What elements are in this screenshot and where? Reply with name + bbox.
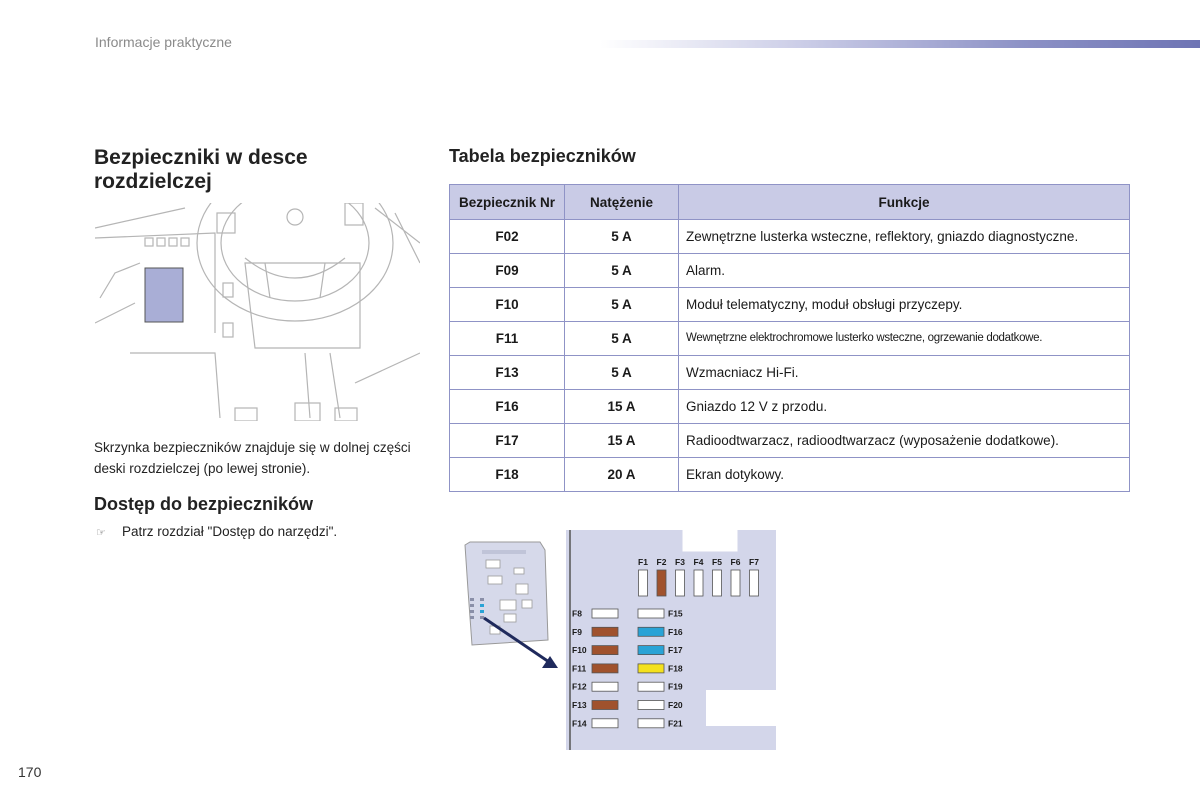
fuse-function: Wzmacniacz Hi-Fi. [679, 356, 1130, 390]
table-title: Tabela bezpieczników [449, 146, 636, 166]
fuse-slot [731, 570, 740, 596]
table-row [450, 322, 1130, 356]
fuse-number: F18 [450, 458, 565, 492]
fuse-amperage: 15 A [565, 390, 679, 424]
fuse-slot [592, 646, 618, 655]
table-row [450, 288, 1130, 322]
fuse-function: Radioodtwarzacz, radioodtwarzacz (wyposażenie dodatkowe). [679, 424, 1130, 458]
fuse-label: F11 [572, 663, 587, 674]
fuse-label: F3 [675, 557, 685, 567]
fuse-slot [592, 664, 618, 673]
fuse-label: F6 [730, 557, 741, 567]
header-band [600, 40, 1200, 48]
fuse-slot [638, 646, 664, 655]
fuse-slot [638, 627, 664, 636]
fuse-slot [639, 570, 648, 596]
fuse-function: Gniazdo 12 V z przodu. [679, 390, 1130, 424]
fuse-label: F17 [668, 645, 683, 656]
dashboard-illustration [95, 203, 420, 421]
fuse-slot [592, 627, 618, 636]
fuse-number: F09 [450, 254, 565, 288]
fuse-slot [638, 682, 664, 691]
fuse-amperage: 5 A [565, 356, 679, 390]
fuse-amperage: 5 A [565, 254, 679, 288]
fuse-label: F14 [572, 718, 587, 729]
table-row [450, 458, 1130, 492]
fuse-slot [750, 570, 759, 596]
header-fuse-number: Bezpiecznik Nr [450, 185, 565, 220]
table-row [450, 254, 1130, 288]
fuse-label: F15 [668, 608, 683, 619]
fuse-number: F11 [450, 322, 565, 356]
fuse-slot [592, 682, 618, 691]
fuse-function: Alarm. [679, 254, 1130, 288]
fuse-label: F10 [572, 645, 587, 656]
fuse-label: F7 [749, 557, 759, 567]
fuse-amperage: 5 A [565, 220, 679, 254]
fuse-slot [592, 719, 618, 728]
fuse-slot [638, 609, 664, 618]
access-heading: Dostęp do bezpieczników [94, 494, 314, 514]
fuse-number: F10 [450, 288, 565, 322]
fusebox-diagram [460, 530, 776, 750]
table-row [450, 390, 1130, 424]
fuse-label: F9 [572, 626, 582, 637]
fuse-label: F18 [668, 663, 683, 674]
fuse-number: F13 [450, 356, 565, 390]
fuse-label: F5 [712, 557, 722, 567]
fuse-slot [676, 570, 685, 596]
fuse-label: F1 [638, 557, 648, 567]
fuse-label: F21 [668, 718, 683, 729]
fuse-label: F12 [572, 681, 587, 692]
fuse-function: Wewnętrzne elektrochromowe lusterko wsteczne, ogrzewanie dodatkowe. [679, 322, 1130, 356]
fuse-label: F4 [693, 557, 704, 567]
fuse-slot [592, 609, 618, 618]
fuse-table-header [450, 185, 1130, 220]
fuse-slot [592, 701, 618, 710]
fuse-slot [713, 570, 722, 596]
fuse-label: F16 [668, 626, 683, 637]
fuse-label: F8 [572, 608, 582, 619]
fuse-label: F19 [668, 681, 683, 692]
fuse-amperage: 20 A [565, 458, 679, 492]
fuse-slot [638, 719, 664, 728]
fuse-number: F17 [450, 424, 565, 458]
fuse-amperage: 15 A [565, 424, 679, 458]
fuse-number: F16 [450, 390, 565, 424]
table-row [450, 424, 1130, 458]
fuse-slot [638, 701, 664, 710]
fuse-function: Ekran dotykowy. [679, 458, 1130, 492]
table-row [450, 220, 1130, 254]
fuse-number: F02 [450, 220, 565, 254]
fusebox-overview [465, 542, 558, 668]
fuse-slot [694, 570, 703, 596]
fuse-function: Moduł telematyczny, moduł obsługi przyczepy. [679, 288, 1130, 322]
access-reference [96, 524, 337, 539]
fuse-table [449, 184, 1130, 492]
header-amperage: Natężenie [565, 185, 679, 220]
header-functions: Funkcje [679, 185, 1130, 220]
table-row [450, 356, 1130, 390]
fuse-label: F20 [668, 700, 683, 710]
fuse-slot [657, 570, 666, 596]
fuse-amperage: 5 A [565, 322, 679, 356]
fusebox-panel [566, 530, 776, 750]
page-number: 170 [18, 764, 42, 780]
pointing-hand-icon: ☞ [96, 527, 106, 539]
page-title: Bezpieczniki w desce rozdzielczej [94, 146, 308, 193]
fuse-label: F2 [656, 557, 667, 567]
section-label: Informacje praktyczne [95, 34, 232, 50]
fusebox-location-text: Skrzynka bezpieczników znajduje się w dolnej części deski rozdzielczej (po lewej stronie). [94, 440, 411, 476]
fuse-function: Zewnętrzne lusterka wsteczne, reflektory, gniazdo diagnostyczne. [679, 220, 1130, 254]
fuse-label: F13 [572, 700, 587, 710]
fuse-slot [638, 664, 664, 673]
fuse-amperage: 5 A [565, 288, 679, 322]
access-reference-text: Patrz rozdział "Dostęp do narzędzi". [122, 524, 338, 539]
